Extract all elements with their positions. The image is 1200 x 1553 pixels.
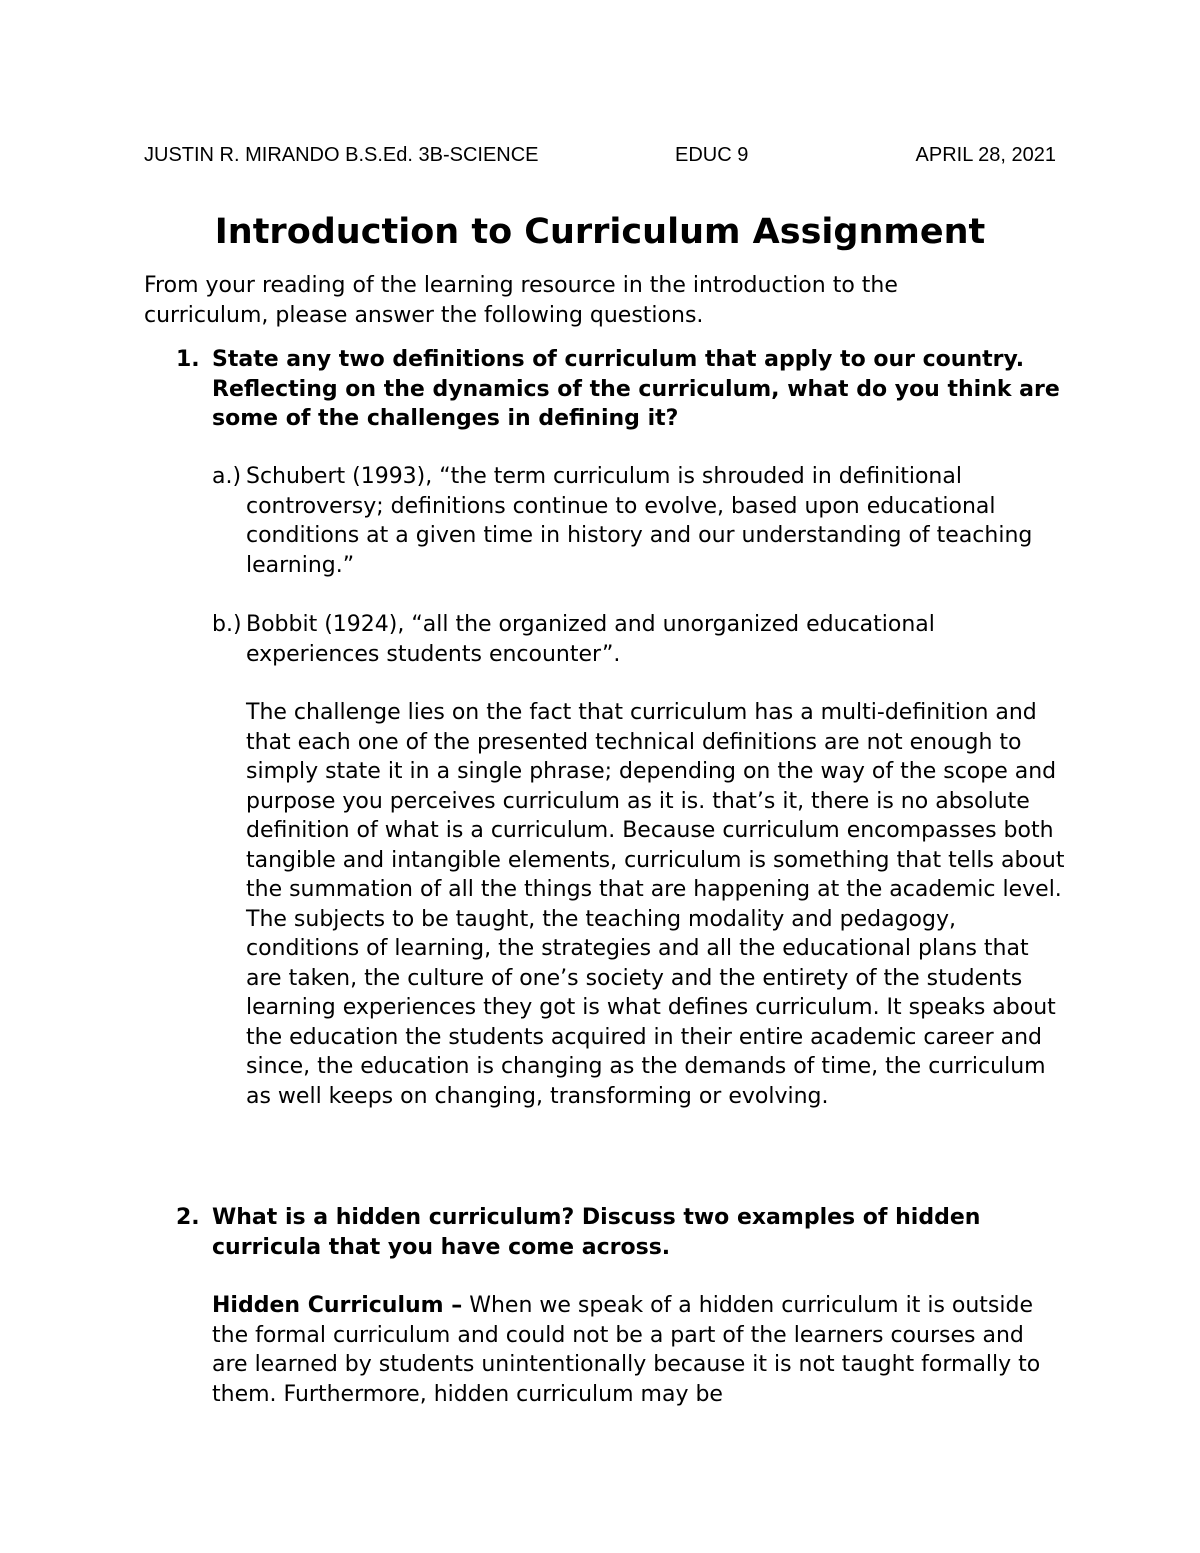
- question-2-answer: [212, 1291, 1062, 1409]
- definition-a-label: a.): [212, 464, 242, 489]
- question-2-text: What is a hidden curriculum? Discuss two examples of hidden curricula that you have come across.: [212, 1205, 981, 1260]
- assignment-date: APRIL 28, 2021: [915, 144, 1056, 166]
- course-code: EDUC 9: [675, 144, 749, 166]
- student-name-program: JUSTIN R. MIRANDO B.S.Ed. 3B-SCIENCE: [144, 144, 539, 166]
- definition-b-text: Bobbit (1924), “all the organized and unorganized educational experiences students encounter”.: [246, 612, 935, 667]
- hidden-curriculum-definition: When we speak of a hidden curriculum it is outside the formal curriculum and could not be a part of the learners courses and are learned by students unintentionally because it is not taught formally to them. Furthermore, hidden curriculum may be: [212, 1293, 1041, 1407]
- question-1-answer: The challenge lies on the fact that curriculum has a multi-definition and that each one of the presented technical definitions are not enough to simply state it in a single phrase; depending on the way of the scope and purpose you perceives curriculum as it is. that’s it, there is no absolute definition of what is a curriculum. Because curriculum encompasses both tangible and intangible elements, curriculum is something that tells about the summation of all the things that are happening at the academic level. The subjects to be taught, the teaching modality and pedagogy, conditions of learning, the strategies and all the educational plans that are taken, the culture of one’s society and the entirety of the students learning experiences they got is what defines curriculum. It speaks about the education the students acquired in their entire academic career and since, the education is changing as the demands of time, the curriculum as well keeps on changing, transforming or evolving.: [246, 700, 1065, 1109]
- definition-b-label: b.): [212, 612, 242, 637]
- hidden-curriculum-term: Hidden Curriculum –: [212, 1293, 463, 1318]
- question-1-text: State any two definitions of curriculum that apply to our country. Reflecting on the dynamics of the curriculum, what do you think are some of the challenges in defining it?: [212, 347, 1060, 431]
- question-1-number: 1.: [176, 347, 200, 372]
- question-2-number: 2.: [176, 1205, 200, 1230]
- definition-a-text: Schubert (1993), “the term curriculum is shrouded in definitional controversy; definitions continue to evolve, based upon educational conditions at a given time in history and our understanding of teaching learning.”: [246, 464, 1033, 578]
- intro-paragraph: From your reading of the learning resource in the introduction to the curriculum, please answer the following questions.: [144, 273, 898, 328]
- document-title: Introduction to Curriculum Assignment: [214, 212, 986, 252]
